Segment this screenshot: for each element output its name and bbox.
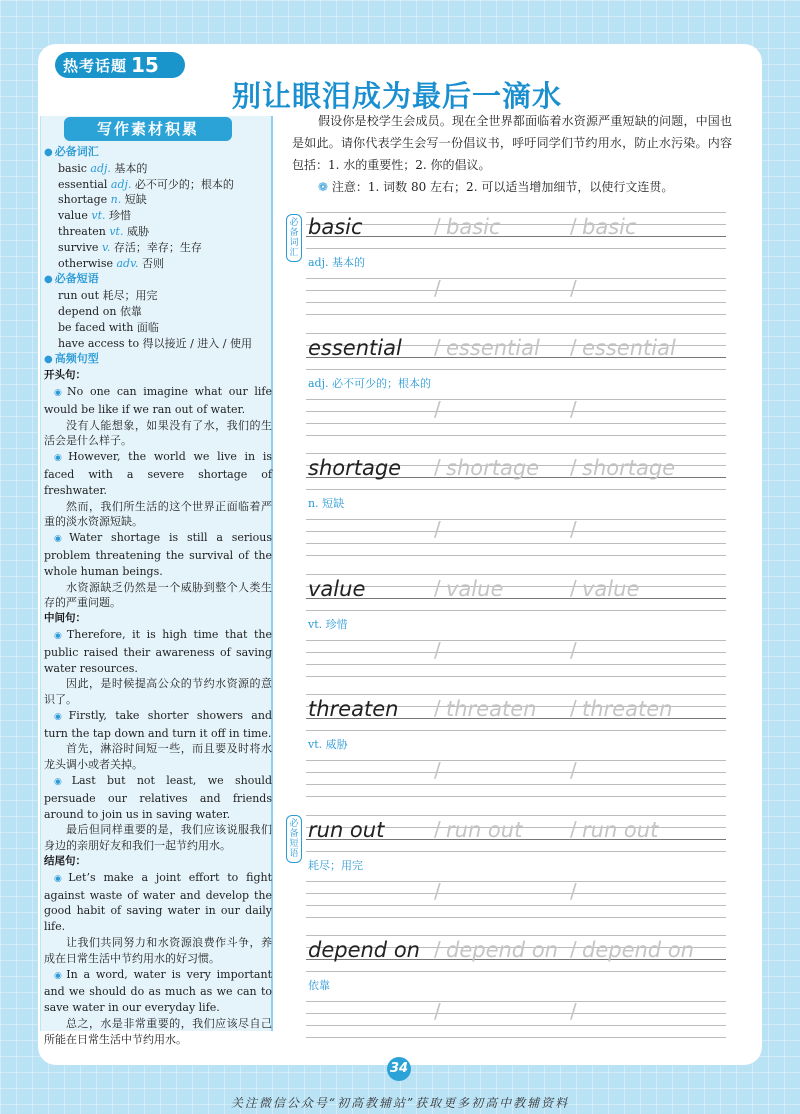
divider-slash: / — [570, 637, 577, 662]
sentence-en-text: Last but not least, we should persuade our relatives and friends around to join us in saving water. — [44, 774, 272, 821]
trace-word: essential — [446, 335, 540, 360]
guide-line — [306, 1037, 726, 1038]
trace-word: value — [446, 576, 504, 601]
guide-line — [306, 905, 726, 906]
guide-line — [306, 652, 726, 653]
sentence-cn: 首先，淋浴时间短一些，而且要及时将水龙头调小或者关掉。 — [44, 742, 272, 772]
guide-line — [306, 971, 726, 972]
divider-slash: / — [434, 334, 441, 359]
tag-char: 备 — [289, 228, 299, 238]
tag-char: 语 — [289, 849, 299, 859]
phrase-item — [44, 336, 272, 352]
word-pos: n. — [110, 193, 122, 207]
page-number: 34 — [387, 1057, 411, 1081]
word-en: basic — [58, 161, 91, 175]
phrase-cn: 耗尽；用完 — [102, 289, 158, 303]
practice-word: depend on — [308, 938, 420, 962]
phrase-en: run out — [58, 289, 103, 303]
sentence-bullet-icon: ◉ — [54, 970, 65, 981]
word-cn: 基本的 — [110, 161, 148, 175]
sentence-bullet-icon: ◉ — [54, 711, 67, 722]
guide-line — [306, 369, 726, 370]
divider-slash: / — [434, 575, 441, 600]
guide-line — [306, 278, 726, 279]
guide-line — [306, 610, 726, 611]
phrase-item — [44, 320, 272, 336]
word-cn: 必不可少的；根本的 — [131, 177, 234, 191]
tag-char: 汇 — [289, 248, 299, 258]
guide-line — [306, 730, 726, 731]
divider-slash: / — [570, 276, 577, 300]
phrase-en: be faced with — [58, 320, 137, 334]
trace-word: depend on — [446, 938, 558, 962]
guide-line — [306, 411, 726, 412]
guide-line — [306, 212, 726, 213]
sentence-en-text: However, the world we live in is faced with a severe shortage of freshwater. — [44, 450, 272, 497]
sentence-cn: 水资源缺乏仍然是一个威胁到整个人类生存的严重问题。 — [44, 580, 272, 610]
trace-word: basic — [446, 215, 501, 239]
guide-line — [306, 598, 726, 599]
guide-line — [306, 1025, 726, 1026]
phrase-en: have access to — [58, 336, 143, 350]
divider-slash: / — [570, 999, 577, 1023]
sentence-bullet-icon: ◉ — [54, 387, 66, 398]
divider-slash: / — [570, 517, 577, 541]
divider-slash: / — [434, 214, 441, 238]
divider-slash: / — [570, 878, 577, 903]
guide-line — [306, 531, 726, 532]
word-pos: adj. — [90, 161, 111, 175]
phrases-label-text: 必备短语 — [54, 272, 99, 286]
divider-slash: / — [570, 575, 577, 600]
word-meaning: adj. 基本的 — [308, 256, 366, 269]
guide-line — [306, 796, 726, 797]
practice-word: essential — [308, 335, 402, 360]
guide-line — [306, 1001, 726, 1002]
divider-slash: / — [570, 396, 577, 421]
word-item — [44, 177, 272, 193]
phrase-item — [44, 288, 272, 304]
phrase-cn: 得以接近 / 进入 / 使用 — [142, 336, 252, 350]
guide-line — [306, 574, 726, 575]
word-en: shortage — [58, 193, 111, 207]
prompt-notes — [292, 176, 732, 198]
topic-number: 15 — [131, 53, 159, 77]
prompt-text: 假设你是校学生会成员。现在全世界都面临着水资源严重短缺的问题，中国也是如此。请你代表学生会写一份倡议书，呼吁同学们节约用水，防止水污染。内容包括：1. 水的重要性；2. 你的倡议。 — [292, 114, 732, 172]
sentence-en-text: Water shortage is still a serious problem threatening the survival of the whole human beings. — [44, 531, 272, 578]
phrases-tag — [286, 815, 302, 863]
sentence-group-label: 中间句： — [44, 612, 86, 625]
sentence-en — [44, 708, 272, 742]
trace-word: run out — [582, 817, 659, 842]
word-pos: v. — [101, 240, 111, 254]
sentence-en — [44, 449, 272, 498]
guide-line — [306, 664, 726, 665]
practice-word: value — [308, 576, 366, 601]
sentence-en — [44, 627, 272, 676]
guide-line — [306, 519, 726, 520]
sentence-en — [44, 384, 272, 418]
guide-line — [306, 399, 726, 400]
sentence-bullet-icon: ◉ — [54, 873, 67, 884]
divider-slash: / — [434, 758, 441, 782]
guide-line — [306, 676, 726, 677]
sentence-en — [44, 870, 272, 935]
sentence-cn: 让我们共同努力和水资源浪费作斗争，养成在日常生活中节约用水的好习惯。 — [44, 936, 272, 965]
word-en: survive — [58, 240, 102, 254]
divider-slash: / — [570, 758, 577, 782]
word-meaning: vt. 威胁 — [308, 738, 348, 751]
word-item — [44, 192, 272, 208]
guide-line — [306, 851, 726, 852]
phrase-cn: 依靠 — [119, 304, 142, 318]
sentence-cn: 总之，水是非常重要的，我们应该尽自己所能在日常生活中节约用水。 — [44, 1017, 272, 1046]
note-icon: ❁ — [318, 180, 329, 194]
sentence-en — [44, 530, 272, 579]
sentence-cn: 因此，是时候提高公众的节约水资源的意识了。 — [44, 677, 272, 707]
word-en: otherwise — [58, 256, 117, 270]
word-item — [44, 161, 272, 177]
guide-line — [306, 314, 726, 315]
phrase-en: depend on — [58, 304, 120, 318]
trace-word: essential — [582, 335, 676, 360]
guide-line — [306, 423, 726, 424]
divider-slash: / — [434, 878, 441, 903]
phrases-label — [44, 271, 272, 288]
guide-line — [306, 302, 726, 303]
tag-char: 备 — [289, 829, 299, 839]
word-item — [44, 240, 272, 256]
sentence-cn: 然而，我们所生活的这个世界正面临着严重的淡水资源短缺。 — [44, 499, 272, 529]
practice-word: shortage — [308, 456, 402, 480]
divider-slash: / — [570, 334, 577, 359]
divider-slash: / — [434, 637, 441, 662]
guide-line — [306, 543, 726, 544]
guide-line — [306, 435, 726, 436]
practice-block — [306, 453, 726, 565]
topic-badge — [55, 52, 185, 78]
trace-word: threaten — [446, 697, 537, 721]
guide-line — [306, 224, 726, 225]
tag-char: 词 — [289, 238, 299, 248]
sentence-cn: 最后但同样重要的是，我们应该说服我们身边的亲朋好友和我们一起节约用水。 — [44, 823, 272, 853]
phrase-cn: 面临 — [136, 320, 159, 334]
practice-block — [306, 212, 726, 324]
guide-line — [306, 640, 726, 641]
guide-line — [306, 236, 726, 237]
guide-line — [306, 917, 726, 918]
topic-label: 热考话题 — [63, 56, 128, 75]
guide-line — [306, 694, 726, 695]
word-item — [44, 208, 272, 224]
sentence-en-text: Therefore, it is high time that the public raised their awareness of saving water resources. — [44, 627, 272, 675]
guide-line — [306, 453, 726, 454]
guide-line — [306, 881, 726, 882]
word-en: threaten — [58, 224, 110, 238]
practice-block — [306, 333, 726, 445]
guide-line — [306, 333, 726, 334]
divider-slash: / — [434, 937, 441, 961]
sentence-group-label: 开头句： — [44, 369, 86, 382]
divider-slash: / — [434, 276, 441, 300]
bullet-dot-icon: ● — [44, 274, 53, 286]
tag-char: 必 — [289, 819, 299, 829]
guide-line — [306, 586, 726, 587]
word-pos: adv. — [116, 256, 139, 270]
trace-word: basic — [582, 215, 637, 239]
words-label — [44, 144, 272, 161]
word-en: value — [58, 209, 92, 223]
sentence-group-label: 结尾句： — [44, 855, 86, 868]
practice-block — [306, 935, 726, 1047]
sentence-bullet-icon: ◉ — [54, 534, 68, 545]
practice-block — [306, 574, 726, 686]
trace-word: threaten — [582, 697, 673, 721]
guide-line — [306, 248, 726, 249]
trace-word: depend on — [582, 938, 694, 962]
sentence-en-text: No one can imagine what our life would be like if we ran out of water. — [44, 384, 273, 416]
word-cn: 存活；幸存；生存 — [110, 240, 202, 254]
divider-slash: / — [570, 816, 577, 841]
sentence-bullet-icon: ◉ — [54, 777, 70, 788]
trace-word: run out — [446, 817, 523, 842]
sentence-en — [44, 773, 272, 822]
divider-slash: / — [570, 455, 577, 479]
sentences-label — [44, 351, 272, 368]
guide-line — [306, 893, 726, 894]
trace-word: value — [582, 576, 640, 601]
sentence-en — [44, 967, 272, 1016]
word-meaning: 依靠 — [308, 979, 330, 992]
phrase-item — [44, 304, 272, 320]
word-en: essential — [58, 177, 111, 191]
sentence-en-text: Let’s make a joint effort to fight against waste of water and develop the good habit of saving water in our daily life. — [44, 870, 273, 934]
guide-line — [306, 935, 726, 936]
guide-line — [306, 489, 726, 490]
divider-slash: / — [570, 214, 577, 238]
tag-char: 必 — [289, 218, 299, 228]
practice-word: run out — [308, 817, 385, 842]
word-meaning: adj. 必不可少的；根本的 — [308, 376, 432, 390]
guide-line — [306, 784, 726, 785]
bullet-dot-icon: ● — [44, 354, 53, 366]
word-pos: vt. — [91, 209, 106, 223]
trace-word: shortage — [582, 456, 676, 480]
divider-slash: / — [434, 816, 441, 841]
practice-word: threaten — [308, 697, 399, 721]
divider-slash: / — [434, 455, 441, 479]
sidebar-title: 写作素材积累 — [64, 117, 232, 141]
divider-slash: / — [434, 396, 441, 421]
guide-line — [306, 760, 726, 761]
sentence-bullet-icon: ◉ — [54, 453, 67, 464]
word-cn: 否则 — [138, 256, 164, 270]
guide-line — [306, 290, 726, 291]
word-meaning: n. 短缺 — [308, 497, 345, 510]
practice-word: basic — [308, 215, 363, 239]
word-item — [44, 256, 272, 272]
page-title: 别让眼泪成为最后一滴水 — [232, 79, 563, 113]
word-pos: vt. — [109, 224, 124, 238]
word-cn: 珍惜 — [105, 209, 132, 223]
prompt-notes-text: 注意：1. 词数 80 左右；2. 可以适当增加细节，以使行文连贯。 — [331, 180, 674, 194]
practice-block — [306, 815, 726, 927]
sentence-en-text: Firstly, take shorter showers and turn the tap down and turn it off in time. — [44, 708, 272, 740]
divider-slash: / — [434, 517, 441, 541]
divider-slash: / — [570, 696, 577, 720]
words-tag — [286, 214, 302, 262]
trace-word: shortage — [446, 456, 540, 480]
guide-line — [306, 772, 726, 773]
divider-slash: / — [570, 937, 577, 961]
sentence-en-text: In a word, water is very important and we should do as much as we can to save water in our everyday life. — [44, 967, 272, 1015]
guide-line — [306, 555, 726, 556]
footer-text: 关注微信公众号“初高教辅站”获取更多初高中教辅资料 — [230, 1096, 570, 1110]
word-pos: adj. — [110, 177, 132, 191]
word-meaning: vt. 珍惜 — [308, 617, 348, 631]
word-meaning: 耗尽；用完 — [308, 858, 363, 872]
tag-char: 短 — [289, 839, 299, 849]
word-cn: 威胁 — [123, 224, 149, 238]
words-label-text: 必备词汇 — [54, 145, 99, 158]
bullet-dot-icon: ● — [44, 147, 53, 158]
divider-slash: / — [434, 999, 441, 1023]
word-item — [44, 224, 272, 240]
divider-slash: / — [434, 696, 441, 720]
word-cn: 短缺 — [121, 193, 147, 207]
practice-block — [306, 694, 726, 806]
writing-prompt — [292, 110, 732, 198]
sidebar-content — [44, 144, 272, 1048]
guide-line — [306, 815, 726, 816]
sentence-cn: 没有人能想象，如果没有了水，我们的生活会是什么样子。 — [44, 418, 272, 448]
guide-line — [306, 1013, 726, 1014]
sentence-bullet-icon: ◉ — [54, 630, 65, 641]
sentences-label-text: 高频句型 — [54, 352, 99, 366]
